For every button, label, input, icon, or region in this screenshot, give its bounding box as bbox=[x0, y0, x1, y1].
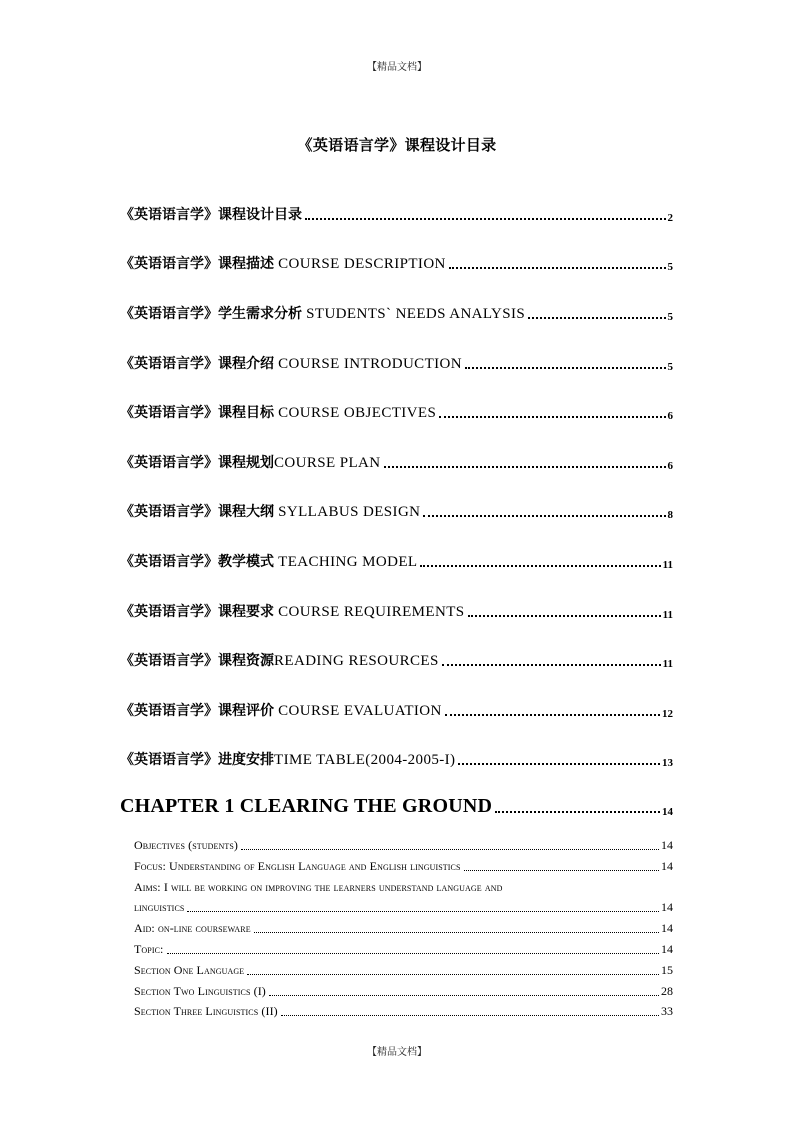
toc-entry-page: 6 bbox=[667, 410, 673, 422]
leader-dots bbox=[384, 465, 666, 468]
leader-dots bbox=[495, 810, 660, 813]
subentry-label: Objectives (students) bbox=[134, 838, 238, 852]
toc-entry-cn: 《英语语言学》课程规划 bbox=[120, 455, 274, 471]
toc-entry-cn: 《英语语言学》课程介绍 bbox=[120, 356, 274, 372]
leader-dots bbox=[528, 316, 665, 319]
toc-subentry[interactable] bbox=[134, 859, 673, 874]
subentry-label: Section Two Linguistics (I) bbox=[134, 984, 266, 998]
leader-dots bbox=[465, 366, 666, 369]
toc-entry-page: 5 bbox=[667, 311, 673, 323]
chapter-title: CHAPTER 1 CLEARING THE GROUND bbox=[120, 795, 493, 817]
chapter-page: 14 bbox=[662, 806, 673, 818]
toc-entry-cn: 《英语语言学》学生需求分析 bbox=[120, 306, 302, 322]
leader-dots bbox=[247, 973, 659, 975]
toc-entry-cn: 《英语语言学》课程描述 bbox=[120, 256, 274, 272]
subentry-page: 14 bbox=[661, 900, 673, 914]
toc-entry-cn: 《英语语言学》课程大纲 bbox=[120, 504, 274, 520]
toc-entry-en: COURSE PLAN bbox=[274, 455, 381, 471]
page-title: 《英语语言学》课程设计目录 bbox=[297, 136, 497, 154]
leader-dots bbox=[167, 952, 660, 954]
toc-entry-page: 11 bbox=[662, 609, 673, 621]
leader-dots bbox=[442, 663, 661, 666]
toc-entry-en: COURSE EVALUATION bbox=[274, 703, 442, 719]
toc-entry-en: COURSE INTRODUCTION bbox=[274, 356, 462, 372]
toc-entry-en: COURSE OBJECTIVES bbox=[274, 405, 437, 421]
toc-subentry[interactable] bbox=[134, 984, 673, 999]
toc-entry-en: STUDENTS` NEEDS ANALYSIS bbox=[302, 306, 526, 322]
leader-dots bbox=[423, 514, 665, 517]
leader-dots bbox=[281, 1014, 659, 1016]
toc-subentry[interactable] bbox=[134, 1004, 673, 1019]
toc-entry-cn: 《英语语言学》进度安排 bbox=[120, 752, 274, 768]
toc-entry[interactable] bbox=[120, 700, 673, 720]
leader-dots bbox=[420, 564, 660, 567]
leader-dots bbox=[445, 713, 660, 716]
toc-subentry[interactable] bbox=[134, 942, 673, 957]
toc-entry-page: 6 bbox=[667, 460, 673, 472]
subentry-page: 14 bbox=[661, 859, 673, 873]
toc-entry-cn: 《英语语言学》课程目标 bbox=[120, 405, 274, 421]
toc-entry-cn: 《英语语言学》教学模式 bbox=[120, 554, 274, 570]
subentry-label: Focus: Understanding of English Language and English linguistics bbox=[134, 859, 461, 873]
toc-entry-en: COURSE REQUIREMENTS bbox=[274, 604, 465, 620]
toc-entry-page: 8 bbox=[667, 509, 673, 521]
toc-chapter[interactable] bbox=[120, 795, 673, 818]
toc-entry-en: TEACHING MODEL bbox=[274, 554, 418, 570]
subentry-page: 15 bbox=[661, 963, 673, 977]
leader-dots bbox=[254, 931, 659, 933]
subentry-label: Section Three Linguistics (II) bbox=[134, 1004, 278, 1018]
leader-dots bbox=[468, 614, 661, 617]
toc-entry[interactable] bbox=[120, 204, 673, 224]
toc-subentry[interactable] bbox=[134, 838, 673, 853]
subentry-page: 14 bbox=[661, 921, 673, 935]
toc-entry-page: 11 bbox=[662, 658, 673, 670]
toc-entry[interactable] bbox=[120, 402, 673, 422]
toc-entry-page: 11 bbox=[662, 559, 673, 571]
toc-entry-en: READING RESOURCES bbox=[274, 653, 439, 669]
toc-subentry[interactable] bbox=[134, 900, 673, 915]
toc-entry-cn: 《英语语言学》课程评价 bbox=[120, 703, 274, 719]
subentry-page: 33 bbox=[661, 1004, 673, 1018]
toc-entry[interactable] bbox=[120, 452, 673, 472]
subentry-aims-text: Aims: I will be working on improving the learners understand language and bbox=[134, 880, 503, 894]
leader-dots bbox=[439, 415, 665, 418]
toc-entry[interactable] bbox=[120, 650, 673, 670]
toc-entry[interactable] bbox=[120, 253, 673, 273]
subentry-label: Topic: bbox=[134, 942, 164, 956]
subentry-page: 14 bbox=[661, 838, 673, 852]
toc-entry-en: SYLLABUS DESIGN bbox=[274, 504, 421, 520]
toc-entry[interactable] bbox=[120, 303, 673, 323]
toc-entry-en: TIME TABLE(2004-2005-I) bbox=[274, 752, 456, 768]
toc-entry-cn: 《英语语言学》课程设计目录 bbox=[120, 207, 302, 223]
toc-entry-page: 2 bbox=[667, 212, 673, 224]
toc-subentry[interactable] bbox=[134, 921, 673, 936]
leader-dots bbox=[187, 910, 659, 912]
subentry-page: 14 bbox=[661, 942, 673, 956]
leader-dots bbox=[458, 762, 660, 765]
leader-dots bbox=[449, 266, 666, 269]
subentry-label: linguistics bbox=[134, 900, 185, 914]
toc-entry[interactable] bbox=[120, 551, 673, 571]
toc-entry-page: 5 bbox=[667, 361, 673, 373]
page-header: 【精品文档】 bbox=[367, 62, 427, 73]
toc-entry-page: 5 bbox=[667, 261, 673, 273]
toc-entry-cn: 《英语语言学》课程要求 bbox=[120, 604, 274, 620]
toc-subentry[interactable] bbox=[134, 963, 673, 978]
page-footer: 【精品文档】 bbox=[367, 1047, 427, 1058]
toc-entry-page: 12 bbox=[662, 708, 673, 720]
toc-entry[interactable] bbox=[120, 749, 673, 769]
toc-entry[interactable] bbox=[120, 501, 673, 521]
toc-entry-page: 13 bbox=[662, 757, 673, 769]
toc-entry[interactable] bbox=[120, 601, 673, 621]
leader-dots bbox=[241, 848, 659, 850]
subentry-page: 28 bbox=[661, 984, 673, 998]
toc-entry-cn: 《英语语言学》课程资源 bbox=[120, 653, 274, 669]
subentry-label: Section One Language bbox=[134, 963, 245, 977]
subentry-label: Aid: on-line courseware bbox=[134, 921, 251, 935]
leader-dots bbox=[269, 994, 659, 996]
leader-dots bbox=[305, 217, 666, 220]
toc-entry[interactable] bbox=[120, 353, 673, 373]
toc-entry-en: COURSE DESCRIPTION bbox=[274, 256, 446, 272]
leader-dots bbox=[464, 869, 659, 871]
